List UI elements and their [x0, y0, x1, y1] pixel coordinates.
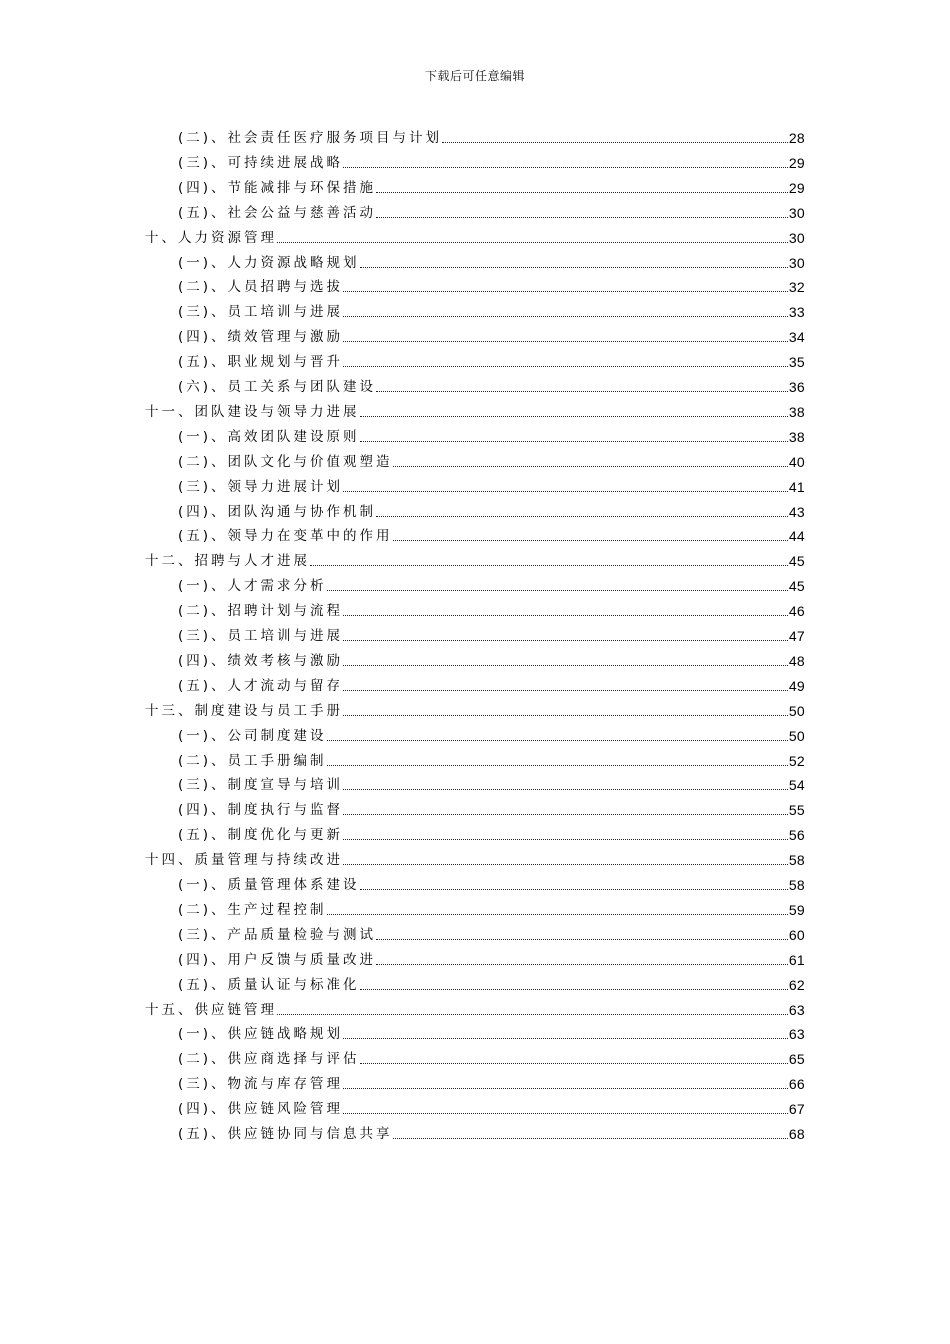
toc-page-number: 28 [788, 130, 805, 146]
toc-page-number: 46 [788, 603, 805, 620]
toc-chapter-entry[interactable] [145, 848, 805, 870]
toc-page-number: 61 [788, 951, 805, 968]
toc-section-entry[interactable] [178, 724, 805, 746]
toc-chapter-entry[interactable] [145, 549, 805, 571]
toc-page-number: 45 [788, 578, 805, 595]
toc-section-entry[interactable] [178, 176, 805, 198]
toc-page-number: 35 [788, 354, 805, 371]
toc-dot-leader [343, 715, 788, 716]
toc-dot-leader [343, 1113, 788, 1114]
toc-dot-leader [376, 192, 788, 193]
toc-dot-leader [376, 516, 788, 517]
toc-dot-leader [360, 441, 788, 442]
toc-entry-label: (五)、职业规划与晋升 [178, 354, 344, 371]
toc-page-number: 65 [788, 1051, 805, 1068]
toc-section-entry[interactable] [178, 1022, 805, 1044]
toc-section-entry[interactable] [178, 151, 805, 173]
toc-entry-label: (三)、员工培训与进展 [178, 304, 344, 321]
toc-entry-label: (二)、招聘计划与流程 [178, 603, 344, 620]
toc-entry-label: 十五、供应链管理 [145, 1001, 277, 1018]
toc-chapter-entry[interactable] [145, 699, 805, 721]
toc-entry-label: (四)、绩效管理与激励 [178, 329, 344, 346]
toc-dot-leader [277, 242, 788, 243]
toc-section-entry[interactable] [178, 475, 805, 497]
toc-page-number: 50 [788, 702, 805, 719]
toc-dot-leader [343, 665, 788, 666]
toc-entry-label: (二)、员工手册编制 [178, 752, 327, 769]
toc-entry-label: (一)、供应链战略规划 [178, 1026, 344, 1043]
toc-section-entry[interactable] [178, 798, 805, 820]
toc-page-number: 48 [788, 652, 805, 669]
toc-dot-leader [343, 291, 788, 292]
toc-dot-leader [343, 864, 788, 865]
toc-dot-leader [360, 267, 788, 268]
toc-section-entry[interactable] [178, 275, 805, 297]
toc-dot-leader [343, 640, 788, 641]
toc-dot-leader [376, 391, 788, 392]
toc-entry-label: (五)、供应链协同与信息共享 [178, 1126, 393, 1142]
toc-dot-leader [343, 366, 788, 367]
toc-dot-leader [376, 964, 788, 965]
toc-dot-leader [393, 540, 788, 541]
toc-page-number: 32 [788, 279, 805, 296]
toc-section-entry[interactable] [178, 1072, 805, 1094]
toc-page-number: 40 [788, 453, 805, 470]
toc-page-number: 30 [788, 204, 805, 221]
toc-page-number: 58 [788, 877, 805, 893]
toc-dot-leader [442, 142, 788, 143]
toc-dot-leader [343, 316, 788, 317]
toc-entry-label: (五)、社会公益与慈善活动 [178, 204, 377, 221]
toc-entry-label: (五)、领导力在变革中的作用 [178, 528, 393, 545]
toc-section-entry[interactable] [178, 624, 805, 646]
toc-page-number: 58 [788, 852, 805, 869]
toc-dot-leader [343, 491, 788, 492]
toc-page-number: 62 [788, 976, 805, 993]
toc-dot-leader [343, 789, 788, 790]
toc-page-number: 55 [788, 802, 805, 819]
toc-entry-label: 十三、制度建设与员工手册 [145, 702, 343, 719]
toc-dot-leader [327, 740, 788, 741]
toc-page-number: 34 [788, 329, 805, 346]
toc-entry-label: (三)、制度宣导与培训 [178, 777, 344, 794]
toc-dot-leader [360, 416, 788, 417]
toc-section-entry[interactable] [178, 325, 805, 347]
toc-section-entry[interactable] [178, 773, 805, 795]
toc-entry-label: (六)、员工关系与团队建设 [178, 379, 377, 395]
toc-section-entry[interactable] [178, 425, 805, 447]
toc-entry-label: 十一、团队建设与领导力进展 [145, 403, 360, 420]
toc-section-entry[interactable] [178, 524, 805, 546]
toc-dot-leader [393, 466, 788, 467]
toc-entry-label: (三)、员工培训与进展 [178, 628, 344, 644]
toc-entry-label: (二)、团队文化与价值观塑造 [178, 453, 393, 470]
toc-page-number: 29 [788, 154, 805, 171]
toc-dot-leader [376, 217, 788, 218]
toc-section-entry[interactable] [178, 1122, 805, 1144]
toc-entry-label: 十四、质量管理与持续改进 [145, 852, 343, 869]
toc-page-number: 59 [788, 901, 805, 918]
toc-section-entry[interactable] [178, 350, 805, 372]
toc-page-number: 45 [788, 553, 805, 570]
toc-entry-label: (二)、社会责任医疗服务项目与计划 [178, 130, 443, 146]
toc-page-number: 49 [788, 677, 805, 694]
toc-section-entry[interactable] [178, 923, 805, 945]
toc-entry-label: (五)、人才流动与留存 [178, 677, 344, 694]
toc-page-number: 47 [788, 628, 805, 644]
toc-dot-leader [360, 889, 788, 890]
toc-dot-leader [343, 839, 788, 840]
toc-page-number: 68 [788, 1126, 805, 1142]
toc-section-entry[interactable] [178, 674, 805, 696]
toc-section-entry[interactable] [178, 873, 805, 895]
toc-dot-leader [327, 765, 788, 766]
toc-chapter-entry[interactable] [145, 226, 805, 248]
toc-page-number: 43 [788, 503, 805, 520]
toc-entry-label: (五)、质量认证与标准化 [178, 976, 360, 993]
toc-entry-label: (四)、团队沟通与协作机制 [178, 503, 377, 520]
toc-entry-label: (一)、人力资源战略规划 [178, 254, 360, 271]
toc-entry-label: (一)、人才需求分析 [178, 578, 327, 595]
toc-entry-label: (一)、高效团队建设原则 [178, 428, 360, 445]
toc-page-number: 52 [788, 752, 805, 769]
toc-page-number: 67 [788, 1101, 805, 1118]
toc-page-number: 38 [788, 403, 805, 420]
toc-entry-label: (四)、节能减排与环保措施 [178, 179, 377, 196]
toc-dot-leader [393, 1138, 788, 1139]
toc-page-number: 29 [788, 179, 805, 196]
toc-entry-label: (四)、用户反馈与质量改进 [178, 951, 377, 968]
toc-entry-label: (三)、可持续进展战略 [178, 154, 344, 171]
toc-section-entry[interactable] [178, 251, 805, 273]
toc-entry-label: 十二、招聘与人才进展 [145, 553, 310, 570]
toc-page-number: 63 [788, 1026, 805, 1043]
toc-dot-leader [343, 1088, 788, 1089]
toc-dot-leader [327, 590, 788, 591]
toc-section-entry[interactable] [178, 500, 805, 522]
toc-dot-leader [343, 167, 788, 168]
toc-section-entry[interactable] [178, 649, 805, 671]
toc-section-entry[interactable] [178, 574, 805, 596]
toc-dot-leader [327, 914, 788, 915]
toc-page-number: 56 [788, 827, 805, 844]
toc-section-entry[interactable] [178, 599, 805, 621]
toc-page-number: 30 [788, 254, 805, 271]
toc-entry-label: (三)、领导力进展计划 [178, 478, 344, 495]
toc-dot-leader [310, 565, 788, 566]
toc-section-entry[interactable] [178, 375, 805, 397]
toc-section-entry[interactable] [178, 201, 805, 223]
toc-entry-label: (三)、产品质量检验与测试 [178, 926, 377, 943]
toc-section-entry[interactable] [178, 1097, 805, 1119]
toc-page-number: 60 [788, 926, 805, 943]
toc-page-number: 41 [788, 478, 805, 495]
toc-dot-leader [360, 989, 788, 990]
toc-entry-label: (二)、供应商选择与评估 [178, 1051, 360, 1068]
toc-page-number: 30 [788, 229, 805, 246]
toc-entry-label: (一)、公司制度建设 [178, 727, 327, 744]
toc-section-entry[interactable] [178, 126, 805, 148]
toc-section-entry[interactable] [178, 749, 805, 771]
toc-page-number: 50 [788, 727, 805, 744]
toc-entry-label: (一)、质量管理体系建设 [178, 877, 360, 893]
toc-page-number: 63 [788, 1001, 805, 1018]
toc-dot-leader [343, 615, 788, 616]
toc-page-number: 44 [788, 528, 805, 545]
toc-entry-label: (三)、物流与库存管理 [178, 1076, 344, 1093]
toc-dot-leader [360, 1063, 788, 1064]
toc-dot-leader [376, 939, 788, 940]
toc-page-number: 54 [788, 777, 805, 794]
toc-entry-label: (二)、人员招聘与选拔 [178, 279, 344, 296]
toc-entry-label: (二)、生产过程控制 [178, 901, 327, 918]
toc-section-entry[interactable] [178, 1047, 805, 1069]
toc-dot-leader [277, 1014, 788, 1015]
toc-section-entry[interactable] [178, 450, 805, 472]
toc-section-entry[interactable] [178, 973, 805, 995]
toc-entry-label: 十、人力资源管理 [145, 229, 277, 246]
toc-chapter-entry[interactable] [145, 400, 805, 422]
toc-section-entry[interactable] [178, 898, 805, 920]
toc-dot-leader [343, 690, 788, 691]
toc-page-number: 33 [788, 304, 805, 321]
toc-page-number: 38 [788, 428, 805, 445]
toc-page-number: 66 [788, 1076, 805, 1093]
toc-entry-label: (四)、供应链风险管理 [178, 1101, 344, 1118]
toc-section-entry[interactable] [178, 948, 805, 970]
toc-entry-label: (五)、制度优化与更新 [178, 827, 344, 844]
toc-entry-label: (四)、制度执行与监督 [178, 802, 344, 819]
page-header: 下载后可任意编辑 [424, 69, 525, 83]
toc-section-entry[interactable] [178, 300, 805, 322]
toc-page-number: 36 [788, 379, 805, 395]
toc-dot-leader [343, 341, 788, 342]
toc-dot-leader [343, 814, 788, 815]
toc-section-entry[interactable] [178, 823, 805, 845]
toc-entry-label: (四)、绩效考核与激励 [178, 652, 344, 669]
toc-dot-leader [343, 1038, 788, 1039]
toc-chapter-entry[interactable] [145, 998, 805, 1020]
